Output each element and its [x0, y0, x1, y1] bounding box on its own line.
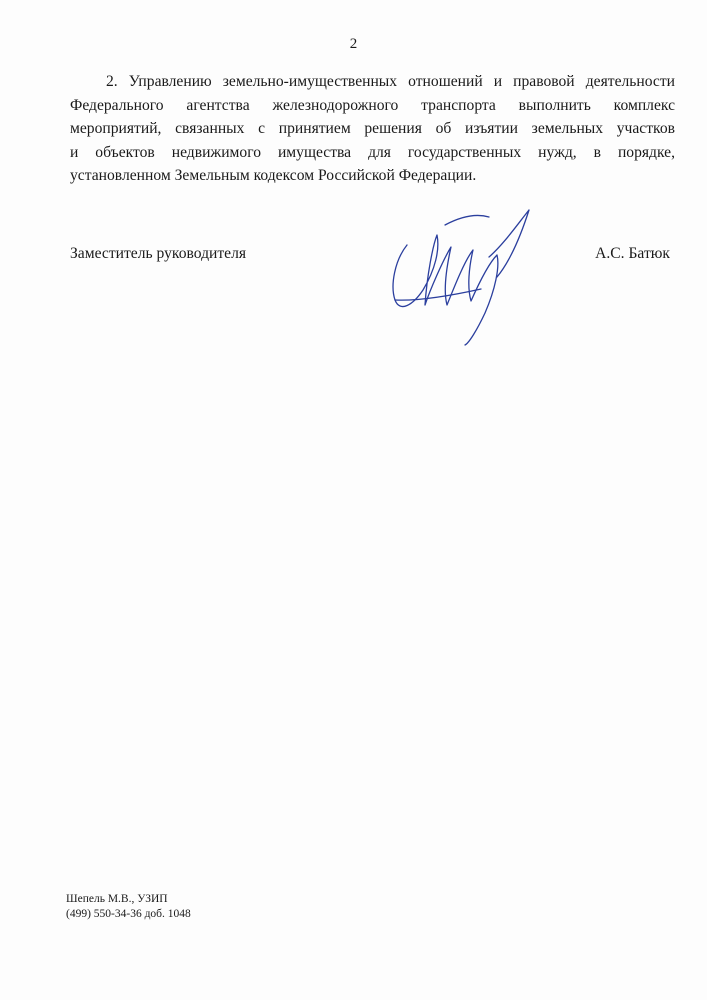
paragraph-2 [70, 70, 675, 188]
page-number: 2 [349, 36, 358, 52]
executor-name: Шепель М.В., УЗИП [66, 893, 168, 905]
paragraph-line: 2. Управлению земельно-имущественных отношений и правовой деятельности [106, 73, 675, 90]
handwritten-signature [385, 205, 545, 350]
paragraph-line: установленном Земельным кодексом Российской Федерации. [70, 167, 477, 184]
paragraph-line: мероприятий, связанных с принятием решения об изъятии земельных участков [70, 120, 675, 137]
signer-position: Заместитель руководителя [70, 245, 247, 262]
executor-phone: (499) 550-34-36 доб. 1048 [66, 908, 191, 920]
executor-info [66, 892, 191, 922]
signer-name: А.С. Батюк [595, 245, 670, 262]
paragraph-line: и объектов недвижимого имущества для государственных нужд, в порядке, [70, 143, 675, 161]
paragraph-line: Федерального агентства железнодорожного транспорта выполнить комплекс [70, 96, 675, 114]
